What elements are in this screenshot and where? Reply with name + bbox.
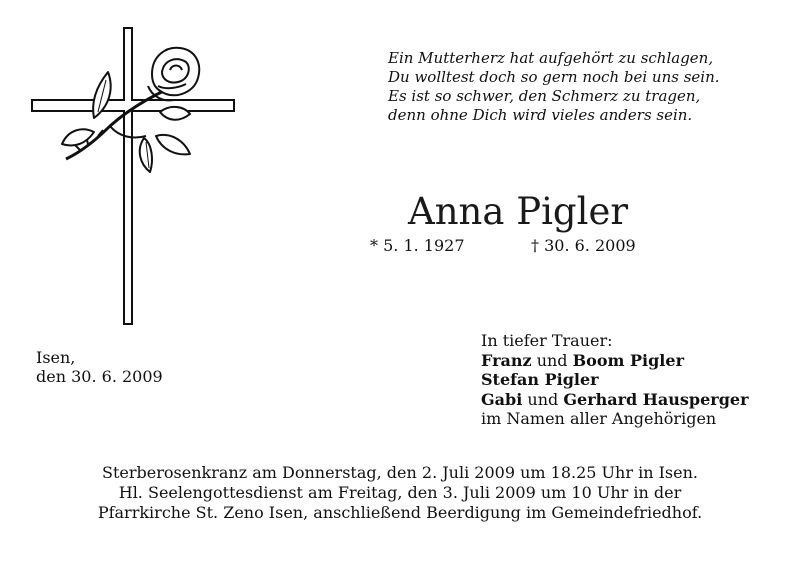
mourner-name: Franz (481, 350, 532, 370)
service-line: Hl. Seelengottesdienst am Freitag, den 3. Juli 2009 um 10 Uhr in der (118, 483, 682, 502)
mourners-block (481, 331, 749, 429)
poem-line: denn ohne Dich wird vieles anders sein. (388, 106, 693, 124)
death-date: † 30. 6. 2009 (531, 236, 636, 255)
place-and-date (36, 348, 163, 386)
mourner-line (481, 370, 749, 390)
mourner-name: Gabi (481, 389, 523, 409)
service-line: Pfarrkirche St. Zeno Isen, anschließend Beerdigung im Gemeindefriedhof. (97, 503, 703, 522)
poem-line: Ein Mutterherz hat aufgehört zu schlagen, (388, 49, 714, 67)
deceased-name: Anna Pigler (408, 190, 629, 233)
memorial-poem (388, 49, 788, 125)
conjunction: und (527, 389, 559, 409)
service-details (0, 463, 800, 523)
mourners-heading: In tiefer Trauer: (481, 331, 613, 350)
poem-line: Es ist so schwer, den Schmerz zu tragen, (388, 87, 701, 105)
birth-date: * 5. 1. 1927 (370, 236, 465, 255)
cross-with-rose-icon (28, 26, 240, 328)
mourner-line (481, 390, 749, 410)
place: Isen, (36, 348, 76, 367)
poem-line: Du wolltest doch so gern noch bei uns sein. (388, 68, 720, 86)
mourner-name: Stefan Pigler (481, 370, 599, 389)
mourner-name: Gerhard Hausperger (563, 389, 749, 409)
mourner-name: Boom Pigler (572, 350, 684, 370)
service-line: Sterberosenkranz am Donnerstag, den 2. Juli 2009 um 18.25 Uhr in Isen. (102, 463, 698, 482)
date: den 30. 6. 2009 (36, 367, 163, 386)
mourners-closing: im Namen aller Angehörigen (481, 409, 717, 428)
conjunction: und (536, 350, 568, 370)
mourner-line (481, 351, 749, 371)
